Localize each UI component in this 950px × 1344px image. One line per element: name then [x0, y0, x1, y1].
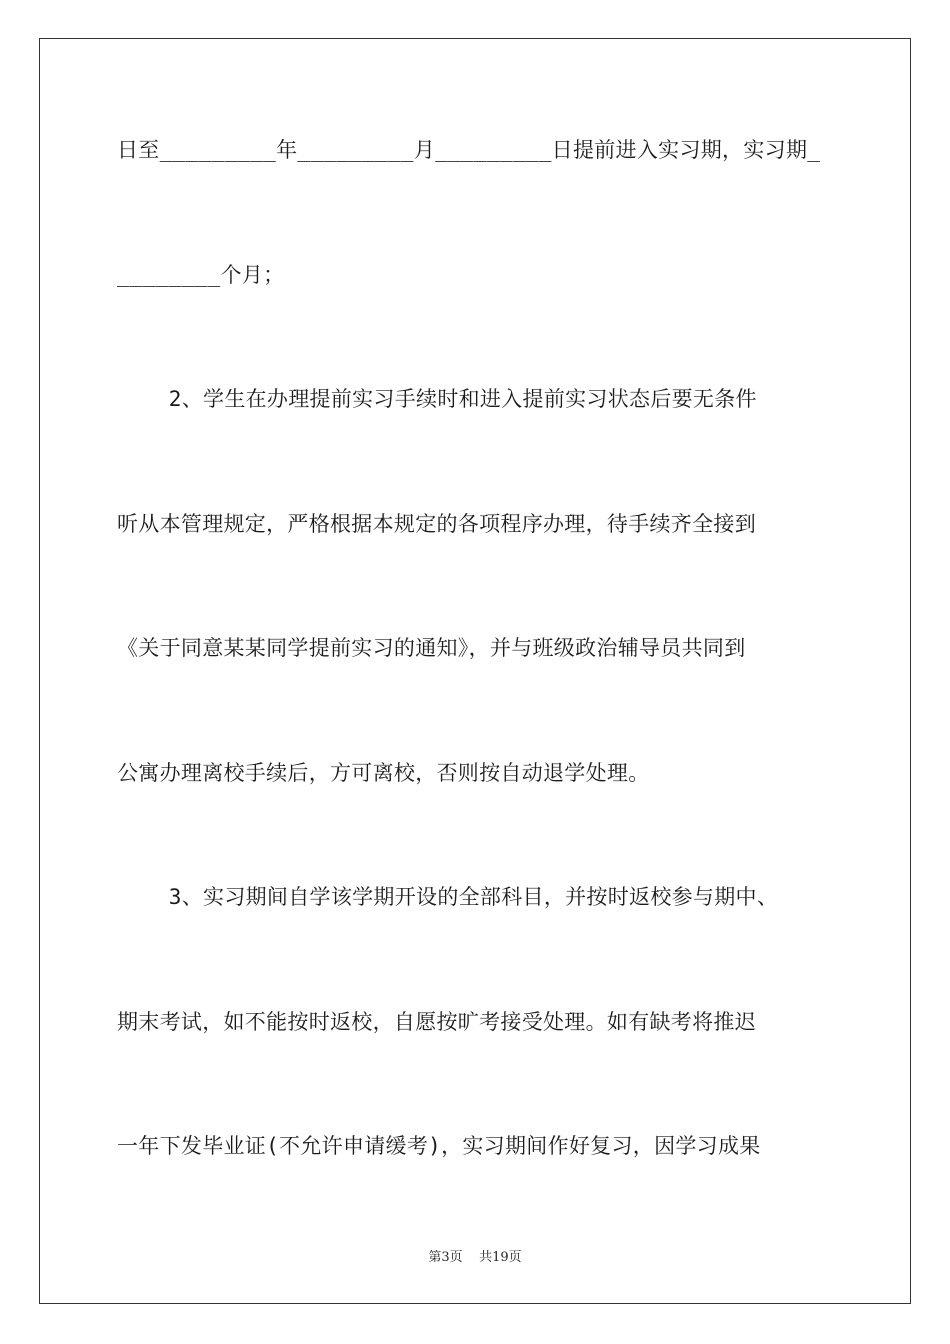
- text-line-7: 3、实习期间自学该学期开设的全部科目，并按时返校参与期中、: [117, 885, 779, 909]
- text-line-1: 日至_________年_________月_________日提前进入实习期，实习期_: [117, 138, 821, 162]
- text-line-4: 听从本管理规定，严格根据本规定的各项程序办理，待手续齐全接到: [117, 512, 756, 536]
- text-line-6: 公寓办理离校手续后，方可离校，否则按自动退学处理。: [117, 761, 650, 785]
- text-line-3: 2、学生在办理提前实习手续时和进入提前实习状态后要无条件: [117, 387, 757, 411]
- text-line-5: 《关于同意某某同学提前实习的通知》，并与班级政治辅导员共同到: [117, 636, 746, 660]
- text-line-8: 期末考试，如不能按时返校，自愿按旷考接受处理。如有缺考将推迟: [117, 1010, 756, 1034]
- page-total: 共19页: [479, 1250, 522, 1265]
- page-footer: [0, 1246, 950, 1265]
- text-line-2: ________个月；: [117, 263, 285, 287]
- page-number: 第3页: [428, 1250, 463, 1265]
- text-line-9: 一年下发毕业证(不允许申请缓考)，实习期间作好复习，因学习成果: [117, 1134, 761, 1158]
- page-border: [39, 38, 911, 1304]
